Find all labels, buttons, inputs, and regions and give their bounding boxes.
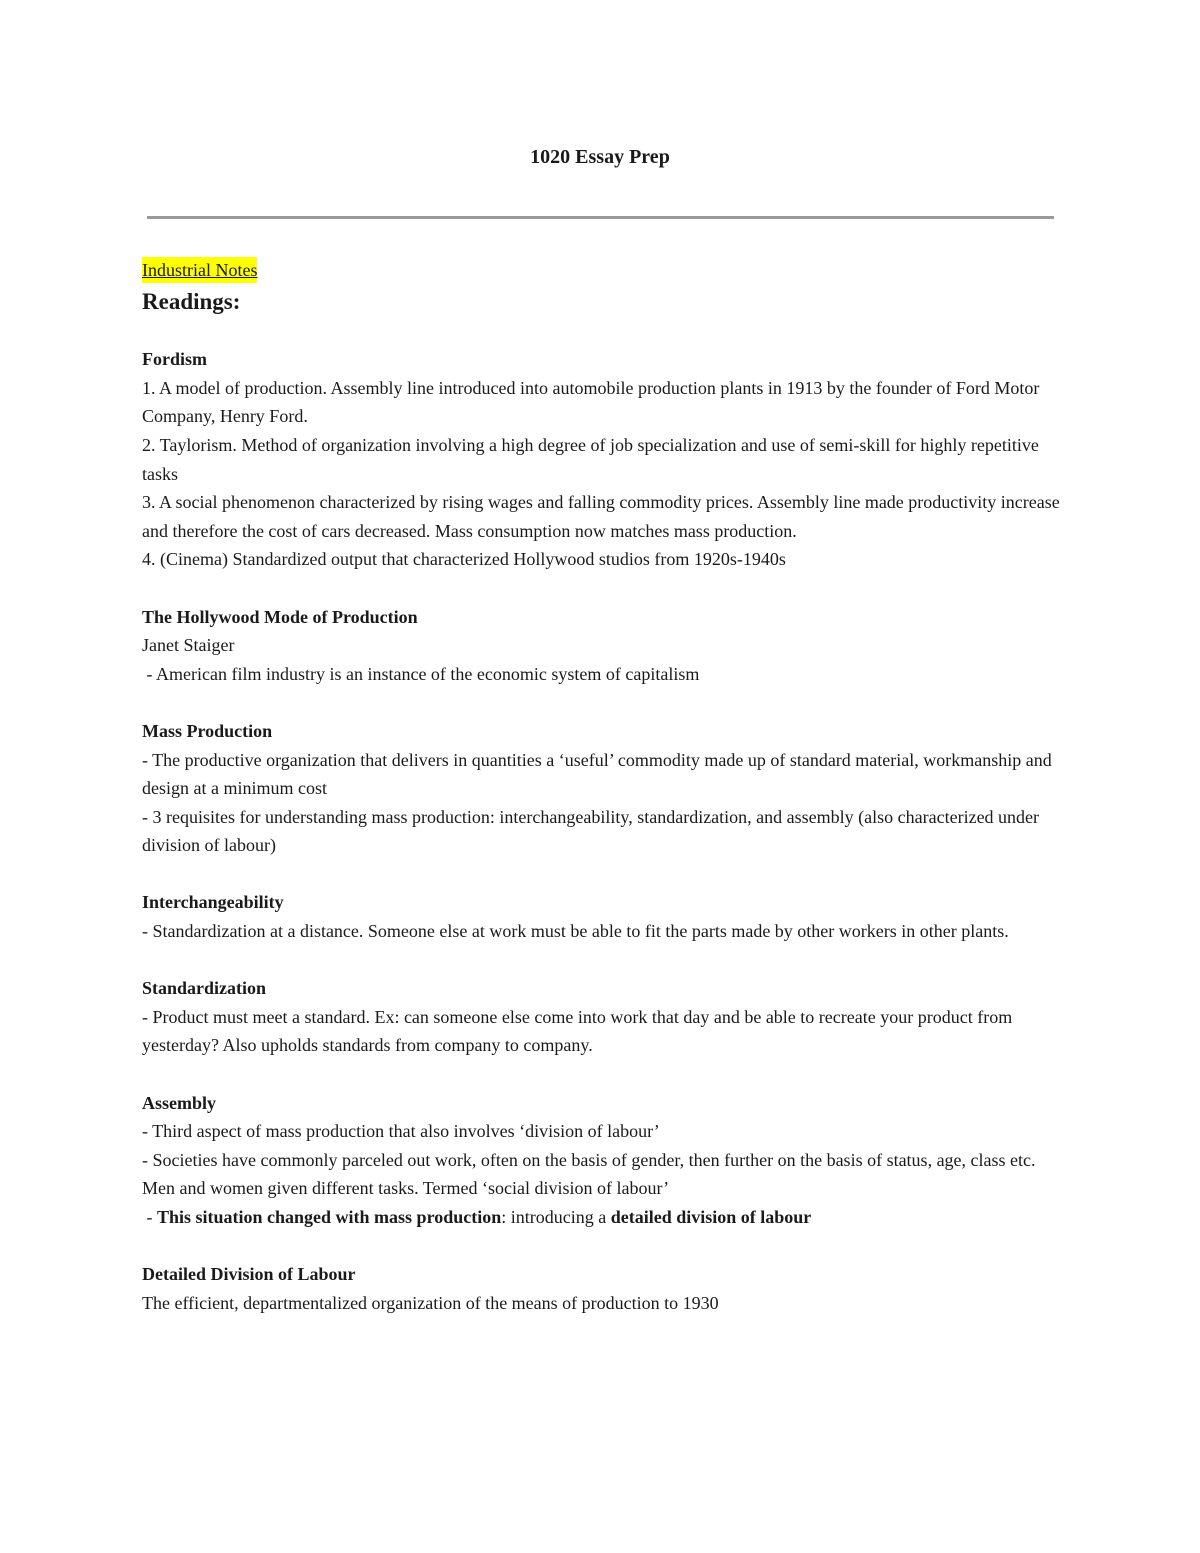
- blank-line: [142, 574, 1072, 603]
- blank-line: [142, 688, 1072, 717]
- section-heading: Assembly: [142, 1092, 217, 1113]
- paragraph: The efficient, departmentalized organization of the means of production to 1930: [142, 1292, 719, 1313]
- list-item: - Societies have commonly parceled out work, often on the basis of gender, then further on the basis of status, age, class etc. Men and women given different tasks. Termed ‘social division of labour’: [142, 1149, 1036, 1199]
- section-standardization: [142, 974, 1072, 1060]
- bold-phrase: This situation changed with mass production: [157, 1207, 502, 1227]
- section-heading: The Hollywood Mode of Production: [142, 606, 418, 627]
- section-heading: Mass Production: [142, 720, 273, 741]
- section-hollywood-mode: [142, 603, 1072, 689]
- list-item: 3. A social phenomenon characterized by rising wages and falling commodity prices. Assembly line made productivity increase and therefore the cost of cars decreased. Mass consumption now matches mass production.: [142, 492, 1060, 541]
- blank-line: [142, 860, 1072, 889]
- document-body: [142, 256, 1072, 1317]
- list-item: - American film industry is an instance of the economic system of capitalism: [142, 663, 700, 684]
- title-divider: [147, 216, 1054, 219]
- section-fordism: [142, 345, 1072, 574]
- blank-line: [142, 317, 1072, 346]
- list-item: - Product must meet a standard. Ex: can someone else come into work that day and be able to recreate your product from yesterday? Also upholds standards from company to company.: [142, 1006, 1013, 1056]
- section-heading: Standardization: [142, 978, 267, 999]
- section-heading: Interchangeability: [142, 892, 284, 913]
- line-middle: : introducing a: [501, 1207, 611, 1227]
- readings-heading: Readings:: [142, 288, 241, 314]
- list-item: - Third aspect of mass production that also involves ‘division of labour’: [142, 1121, 660, 1142]
- blank-line: [142, 1060, 1072, 1089]
- section-assembly: [142, 1089, 1072, 1232]
- blank-line: [142, 946, 1072, 975]
- document-title: 1020 Essay Prep: [530, 146, 670, 168]
- section-heading: Fordism: [142, 349, 207, 370]
- list-item: - 3 requisites for understanding mass production: interchangeability, standardization, and assembly (also characterized under division of labour): [142, 806, 1040, 856]
- list-item: - The productive organization that delivers in quantities a ‘useful’ commodity made up of standard material, workmanship and design at a minimum cost: [142, 749, 1052, 799]
- author-name: Janet Staiger: [142, 635, 235, 656]
- list-item: 2. Taylorism. Method of organization involving a high degree of job specialization and use of semi-skill for highly repetitive tasks: [142, 434, 1039, 484]
- section-heading: Detailed Division of Labour: [142, 1264, 356, 1285]
- section-detailed-division: [142, 1260, 1072, 1317]
- bold-phrase: detailed division of labour: [610, 1207, 812, 1227]
- list-item-emphasis: [142, 1203, 1072, 1232]
- section-label-highlighted: Industrial Notes: [142, 257, 257, 283]
- blank-line: [142, 1232, 1072, 1261]
- list-item: 4. (Cinema) Standardized output that characterized Hollywood studios from 1920s-1940s: [142, 549, 786, 570]
- section-mass-production: [142, 717, 1072, 860]
- line-prefix: -: [142, 1207, 157, 1227]
- section-interchangeability: [142, 888, 1072, 945]
- list-item: 1. A model of production. Assembly line introduced into automobile production plants in 1913 by the founder of Ford Motor Company, Henry Ford.: [142, 377, 1040, 427]
- list-item: - Standardization at a distance. Someone else at work must be able to fit the parts made by other workers in other plants.: [142, 921, 1009, 942]
